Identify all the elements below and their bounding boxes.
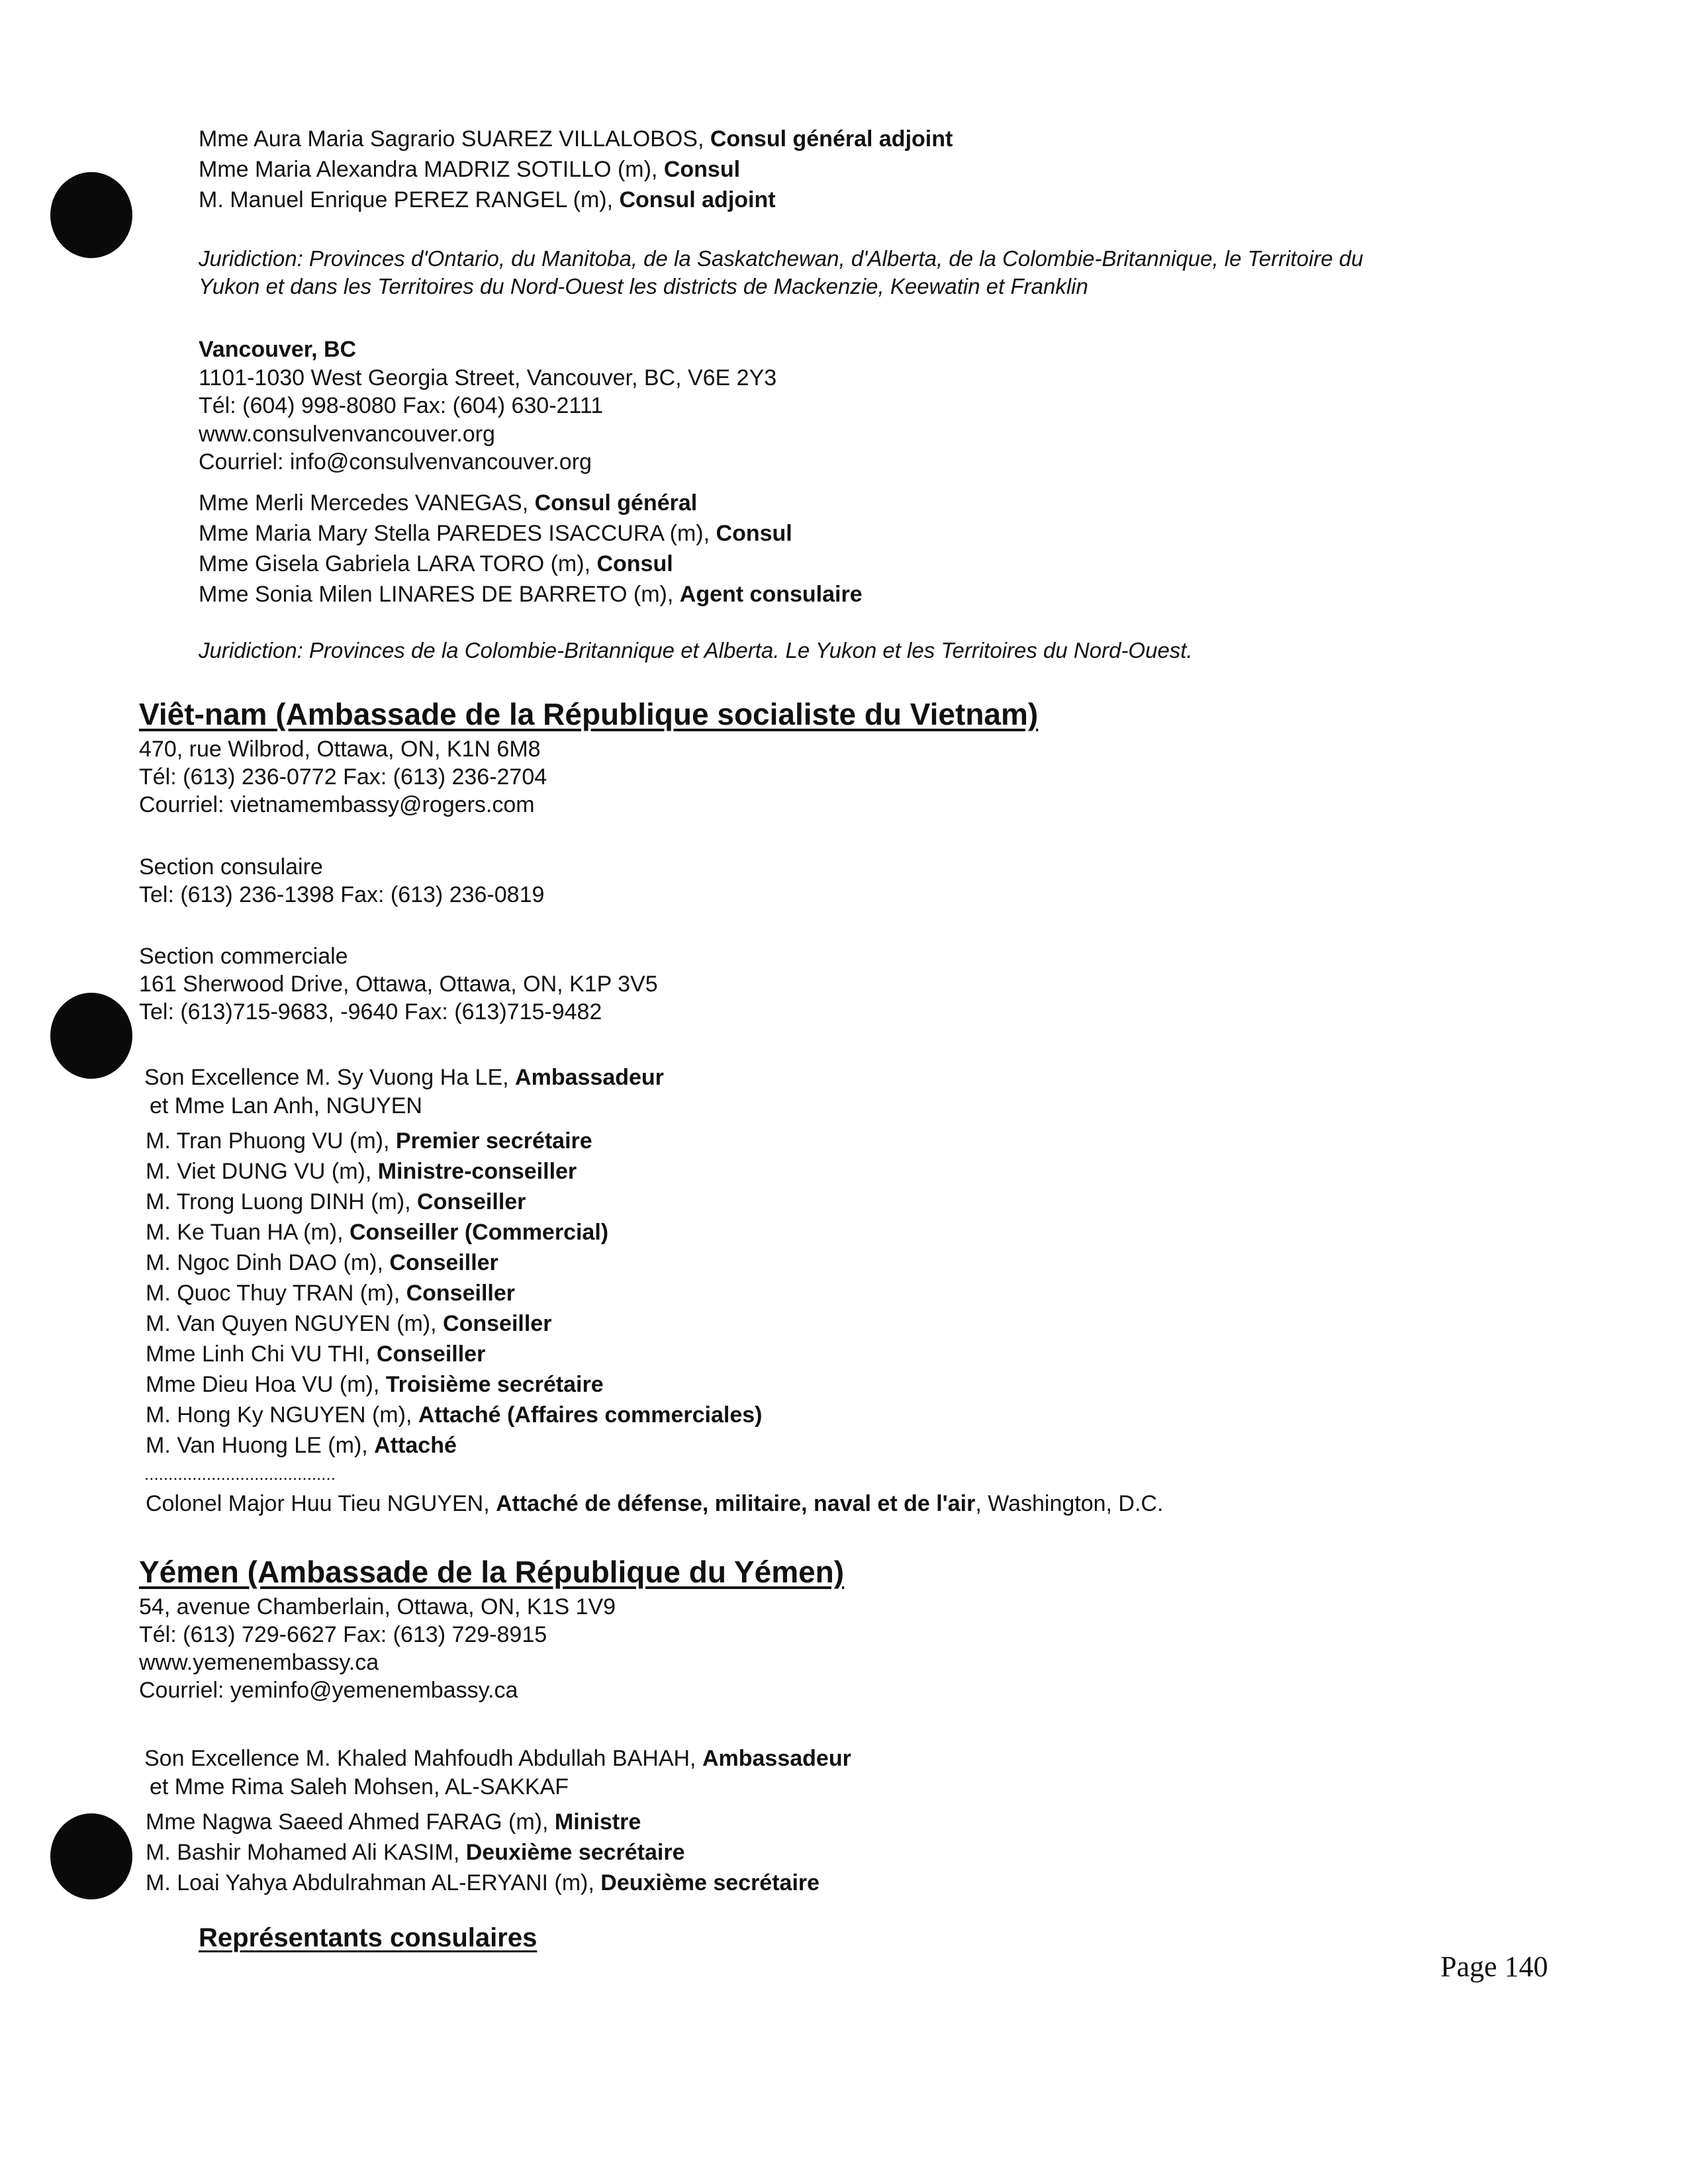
defense-attache-line: Colonel Major Huu Tieu NGUYEN, Attaché de défense, militaire, naval et de l'air, Washington, D.C. (146, 1491, 1164, 1516)
staff-line: Mme Nagwa Saeed Ahmed FARAG (m), Ministre (146, 1809, 641, 1835)
staff-line: M. Loai Yahya Abdulrahman AL-ERYANI (m), Deuxième secrétaire (146, 1870, 820, 1895)
staff-line: M. Van Quyen NGUYEN (m), Conseiller (146, 1311, 552, 1336)
jurisdiction-text: Juridiction: Provinces de la Colombie-Britannique et Alberta. Le Yukon et les Territoires du Nord-Ouest. (199, 638, 1193, 662)
spouse-line: et Mme Lan Anh, NGUYEN (150, 1093, 422, 1118)
ambassador-line: Son Excellence M. Sy Vuong Ha LE, Ambassadeur (144, 1065, 664, 1090)
staff-line: M. Ke Tuan HA (m), Conseiller (Commercial) (146, 1220, 609, 1245)
staff-line: M. Viet DUNG VU (m), Ministre-conseiller (146, 1159, 577, 1184)
binder-hole-top (50, 172, 132, 258)
staff-line: Mme Linh Chi VU THI, Conseiller (146, 1342, 486, 1367)
address: 1101-1030 West Georgia Street, Vancouver, BC, V6E 2Y3 (199, 365, 777, 390)
address: 470, rue Wilbrod, Ottawa, ON, K1N 6M8 (139, 737, 541, 762)
phone-fax: Tel: (613) 236-1398 Fax: (613) 236-0819 (139, 882, 545, 907)
consular-section-label: Section consulaire (139, 854, 323, 880)
website: www.consulvenvancouver.org (199, 422, 495, 447)
ambassador-line: Son Excellence M. Khaled Mahfoudh Abdullah BAHAH, Ambassadeur (144, 1746, 851, 1771)
commercial-section-label: Section commerciale (139, 944, 348, 969)
jurisdiction-text: Yukon et dans les Territoires du Nord-Ouest les districts de Mackenzie, Keewatin et Franklin (199, 274, 1088, 298)
spouse-line: et Mme Rima Saleh Mohsen, AL-SAKKAF (150, 1774, 569, 1799)
phone-fax: Tél: (604) 998-8080 Fax: (604) 630-2111 (199, 393, 604, 418)
staff-line: M. Van Huong LE (m), Attaché (146, 1433, 457, 1458)
phone-fax: Tél: (613) 236-0772 Fax: (613) 236-2704 (139, 764, 547, 790)
phone-fax: Tél: (613) 729-6627 Fax: (613) 729-8915 (139, 1622, 547, 1647)
email: Courriel: vietnamembassy@rogers.com (139, 792, 535, 817)
staff-line: M. Quoc Thuy TRAN (m), Conseiller (146, 1281, 515, 1306)
staff-line: Mme Maria Alexandra MADRIZ SOTILLO (m), Consul (199, 157, 741, 182)
section-heading-vietnam: Viêt-nam (Ambassade de la République socialiste du Vietnam) (139, 697, 1039, 731)
city-heading: Vancouver, BC (199, 337, 357, 362)
staff-line: Mme Dieu Hoa VU (m), Troisième secrétaire (146, 1372, 604, 1397)
staff-line: M. Tran Phuong VU (m), Premier secrétaire (146, 1128, 592, 1154)
staff-line: Mme Sonia Milen LINARES DE BARRETO (m), Agent consulaire (199, 582, 863, 607)
binder-hole-bottom (50, 1813, 132, 1899)
email: Courriel: info@consulvenvancouver.org (199, 449, 592, 475)
website: www.yemenembassy.ca (139, 1650, 379, 1675)
page-number: Page 140 (1440, 1950, 1548, 1983)
phone-fax: Tel: (613)715-9683, -9640 Fax: (613)715-9482 (139, 999, 602, 1024)
staff-line: Mme Merli Mercedes VANEGAS, Consul général (199, 490, 698, 516)
staff-line: Mme Maria Mary Stella PAREDES ISACCURA (m), Consul (199, 521, 792, 546)
staff-line: M. Manuel Enrique PEREZ RANGEL (m), Consul adjoint (199, 187, 776, 212)
dotted-separator: ........................................ (144, 1464, 336, 1484)
staff-line: Mme Aura Maria Sagrario SUAREZ VILLALOBOS, Consul général adjoint (199, 126, 953, 152)
jurisdiction-text: Juridiction: Provinces d'Ontario, du Manitoba, de la Saskatchewan, d'Alberta, de la Colombie-Britannique, le Territoire du (199, 246, 1364, 271)
staff-line: M. Trong Luong DINH (m), Conseiller (146, 1189, 526, 1214)
staff-line: M. Bashir Mohamed Ali KASIM, Deuxième secrétaire (146, 1840, 685, 1865)
address: 54, avenue Chamberlain, Ottawa, ON, K1S 1V9 (139, 1594, 616, 1619)
consular-representatives-heading: Représentants consulaires (199, 1923, 538, 1952)
staff-line: M. Ngoc Dinh DAO (m), Conseiller (146, 1250, 498, 1275)
email: Courriel: yeminfo@yemenembassy.ca (139, 1678, 518, 1703)
staff-line: M. Hong Ky NGUYEN (m), Attaché (Affaires commerciales) (146, 1402, 763, 1428)
address: 161 Sherwood Drive, Ottawa, Ottawa, ON, K1P 3V5 (139, 972, 658, 997)
binder-hole-middle (50, 993, 132, 1079)
staff-line: Mme Gisela Gabriela LARA TORO (m), Consul (199, 551, 673, 576)
section-heading-yemen: Yémen (Ambassade de la République du Yémen) (139, 1555, 845, 1589)
